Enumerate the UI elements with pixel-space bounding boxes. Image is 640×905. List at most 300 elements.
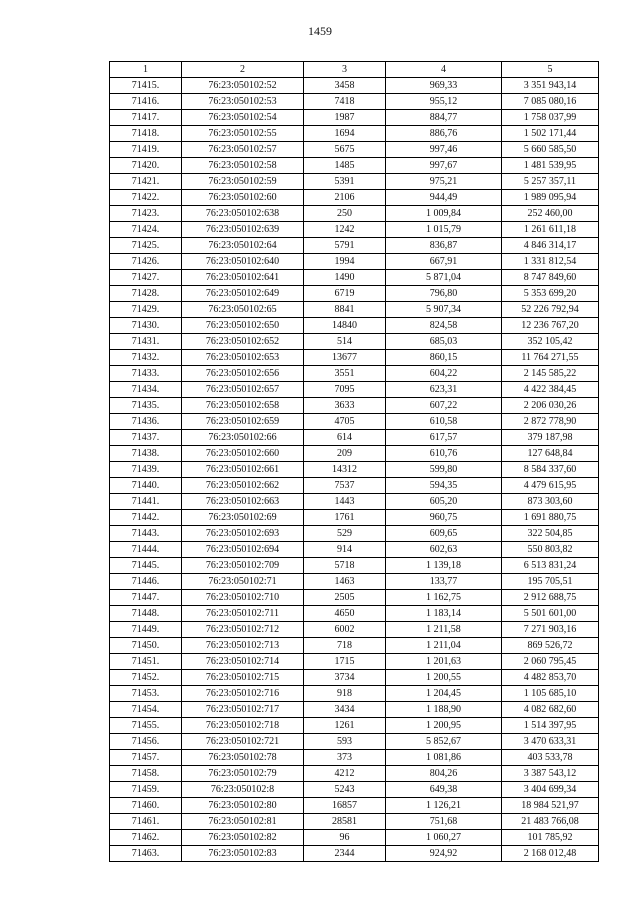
- cadastral-number-cell: 76:23:050102:653: [182, 350, 304, 366]
- price-cell: 824,58: [386, 318, 502, 334]
- area-cell: 5675: [304, 142, 386, 158]
- area-cell: 2344: [304, 846, 386, 862]
- row-number-cell: 71441.: [110, 494, 182, 510]
- cadastral-number-cell: 76:23:050102:54: [182, 110, 304, 126]
- value-cell: 4 082 682,60: [502, 702, 599, 718]
- area-cell: 250: [304, 206, 386, 222]
- cadastral-number-cell: 76:23:050102:57: [182, 142, 304, 158]
- row-number-cell: 71425.: [110, 238, 182, 254]
- table-row: [110, 798, 599, 814]
- price-cell: 617,57: [386, 430, 502, 446]
- row-number-cell: 71447.: [110, 590, 182, 606]
- price-cell: 605,20: [386, 494, 502, 510]
- price-cell: 975,21: [386, 174, 502, 190]
- table-row: [110, 750, 599, 766]
- table-body: [110, 78, 599, 862]
- area-cell: 2505: [304, 590, 386, 606]
- value-cell: 5 257 357,11: [502, 174, 599, 190]
- table-row: [110, 334, 599, 350]
- table-row: [110, 478, 599, 494]
- row-number-cell: 71450.: [110, 638, 182, 654]
- table-row: [110, 574, 599, 590]
- cadastral-number-cell: 76:23:050102:711: [182, 606, 304, 622]
- row-number-cell: 71456.: [110, 734, 182, 750]
- price-cell: 667,91: [386, 254, 502, 270]
- price-cell: 1 201,63: [386, 654, 502, 670]
- cadastral-number-cell: 76:23:050102:709: [182, 558, 304, 574]
- price-cell: 5 907,34: [386, 302, 502, 318]
- row-number-cell: 71432.: [110, 350, 182, 366]
- cadastral-number-cell: 76:23:050102:661: [182, 462, 304, 478]
- area-cell: 14840: [304, 318, 386, 334]
- price-cell: 594,35: [386, 478, 502, 494]
- value-cell: 550 803,82: [502, 542, 599, 558]
- cadastral-number-cell: 76:23:050102:721: [182, 734, 304, 750]
- area-cell: 718: [304, 638, 386, 654]
- cadastral-number-cell: 76:23:050102:649: [182, 286, 304, 302]
- area-cell: 4705: [304, 414, 386, 430]
- price-cell: 1 162,75: [386, 590, 502, 606]
- price-cell: 884,77: [386, 110, 502, 126]
- row-number-cell: 71423.: [110, 206, 182, 222]
- value-cell: 3 470 633,31: [502, 734, 599, 750]
- cadastral-number-cell: 76:23:050102:55: [182, 126, 304, 142]
- value-cell: 21 483 766,08: [502, 814, 599, 830]
- cadastral-number-cell: 76:23:050102:712: [182, 622, 304, 638]
- row-number-cell: 71448.: [110, 606, 182, 622]
- price-cell: 607,22: [386, 398, 502, 414]
- price-cell: 997,67: [386, 158, 502, 174]
- area-cell: 5391: [304, 174, 386, 190]
- value-cell: 3 351 943,14: [502, 78, 599, 94]
- cadastral-number-cell: 76:23:050102:639: [182, 222, 304, 238]
- value-cell: 252 460,00: [502, 206, 599, 222]
- value-cell: 12 236 767,20: [502, 318, 599, 334]
- area-cell: 3633: [304, 398, 386, 414]
- table-row: [110, 366, 599, 382]
- area-cell: 1463: [304, 574, 386, 590]
- row-number-cell: 71444.: [110, 542, 182, 558]
- cadastral-number-cell: 76:23:050102:713: [182, 638, 304, 654]
- row-number-cell: 71454.: [110, 702, 182, 718]
- cadastral-number-cell: 76:23:050102:714: [182, 654, 304, 670]
- table-row: [110, 734, 599, 750]
- value-cell: 322 504,85: [502, 526, 599, 542]
- price-cell: 860,15: [386, 350, 502, 366]
- price-cell: 1 200,55: [386, 670, 502, 686]
- table-row: [110, 126, 599, 142]
- area-cell: 1715: [304, 654, 386, 670]
- price-cell: 969,33: [386, 78, 502, 94]
- table-row: [110, 830, 599, 846]
- row-number-cell: 71421.: [110, 174, 182, 190]
- value-cell: 101 785,92: [502, 830, 599, 846]
- value-cell: 379 187,98: [502, 430, 599, 446]
- area-cell: 6719: [304, 286, 386, 302]
- price-cell: 1 060,27: [386, 830, 502, 846]
- area-cell: 4212: [304, 766, 386, 782]
- row-number-cell: 71418.: [110, 126, 182, 142]
- price-cell: 1 015,79: [386, 222, 502, 238]
- cadastral-number-cell: 76:23:050102:718: [182, 718, 304, 734]
- row-number-cell: 71416.: [110, 94, 182, 110]
- table-row: [110, 510, 599, 526]
- area-cell: 1242: [304, 222, 386, 238]
- table-row: [110, 446, 599, 462]
- cadastral-number-cell: 76:23:050102:716: [182, 686, 304, 702]
- price-cell: 5 852,67: [386, 734, 502, 750]
- table-row: [110, 766, 599, 782]
- price-cell: 1 204,45: [386, 686, 502, 702]
- row-number-cell: 71436.: [110, 414, 182, 430]
- cadastral-number-cell: 76:23:050102:659: [182, 414, 304, 430]
- table-row: [110, 494, 599, 510]
- table-row: [110, 382, 599, 398]
- table-row: [110, 526, 599, 542]
- table-row: [110, 270, 599, 286]
- cadastral-number-cell: 76:23:050102:69: [182, 510, 304, 526]
- cadastral-number-cell: 76:23:050102:65: [182, 302, 304, 318]
- price-cell: 1 200,95: [386, 718, 502, 734]
- row-number-cell: 71442.: [110, 510, 182, 526]
- row-number-cell: 71435.: [110, 398, 182, 414]
- table-row: [110, 542, 599, 558]
- cadastral-number-cell: 76:23:050102:66: [182, 430, 304, 446]
- table-row: [110, 78, 599, 94]
- price-cell: 685,03: [386, 334, 502, 350]
- table-header: [110, 62, 599, 78]
- area-cell: 1994: [304, 254, 386, 270]
- row-number-cell: 71462.: [110, 830, 182, 846]
- table-row: [110, 414, 599, 430]
- area-cell: 5243: [304, 782, 386, 798]
- cadastral-number-cell: 76:23:050102:660: [182, 446, 304, 462]
- price-cell: 924,92: [386, 846, 502, 862]
- table-row: [110, 558, 599, 574]
- area-cell: 4650: [304, 606, 386, 622]
- value-cell: 1 691 880,75: [502, 510, 599, 526]
- area-cell: 614: [304, 430, 386, 446]
- price-cell: 609,65: [386, 526, 502, 542]
- cadastral-number-cell: 76:23:050102:715: [182, 670, 304, 686]
- price-cell: 5 871,04: [386, 270, 502, 286]
- area-cell: 5791: [304, 238, 386, 254]
- value-cell: 8 584 337,60: [502, 462, 599, 478]
- price-cell: 133,77: [386, 574, 502, 590]
- row-number-cell: 71417.: [110, 110, 182, 126]
- value-cell: 18 984 521,97: [502, 798, 599, 814]
- area-cell: 3458: [304, 78, 386, 94]
- price-cell: 1 211,04: [386, 638, 502, 654]
- cadastral-number-cell: 76:23:050102:80: [182, 798, 304, 814]
- price-cell: 1 081,86: [386, 750, 502, 766]
- value-cell: 1 481 539,95: [502, 158, 599, 174]
- area-cell: 28581: [304, 814, 386, 830]
- page-number: 1459: [308, 24, 332, 38]
- area-cell: 3551: [304, 366, 386, 382]
- price-cell: 1 188,90: [386, 702, 502, 718]
- value-cell: 4 482 853,70: [502, 670, 599, 686]
- area-cell: 914: [304, 542, 386, 558]
- cadastral-number-cell: 76:23:050102:60: [182, 190, 304, 206]
- value-cell: 1 105 685,10: [502, 686, 599, 702]
- row-number-cell: 71431.: [110, 334, 182, 350]
- row-number-cell: 71453.: [110, 686, 182, 702]
- price-cell: 604,22: [386, 366, 502, 382]
- value-cell: 7 085 080,16: [502, 94, 599, 110]
- area-cell: 16857: [304, 798, 386, 814]
- price-cell: 955,12: [386, 94, 502, 110]
- cadastral-number-cell: 76:23:050102:8: [182, 782, 304, 798]
- area-cell: 1987: [304, 110, 386, 126]
- cadastral-number-cell: 76:23:050102:78: [182, 750, 304, 766]
- cadastral-number-cell: 76:23:050102:64: [182, 238, 304, 254]
- value-cell: 873 303,60: [502, 494, 599, 510]
- table-row: [110, 782, 599, 798]
- price-cell: 1 211,58: [386, 622, 502, 638]
- price-cell: 1 183,14: [386, 606, 502, 622]
- area-cell: 13677: [304, 350, 386, 366]
- value-cell: 2 145 585,22: [502, 366, 599, 382]
- row-number-cell: 71434.: [110, 382, 182, 398]
- value-cell: 7 271 903,16: [502, 622, 599, 638]
- data-table: [109, 61, 599, 862]
- table-row: [110, 846, 599, 862]
- value-cell: 5 353 699,20: [502, 286, 599, 302]
- price-cell: 886,76: [386, 126, 502, 142]
- table-row: [110, 718, 599, 734]
- price-cell: 804,26: [386, 766, 502, 782]
- value-cell: 1 331 812,54: [502, 254, 599, 270]
- row-number-cell: 71440.: [110, 478, 182, 494]
- value-cell: 403 533,78: [502, 750, 599, 766]
- table-row: [110, 190, 599, 206]
- value-cell: 869 526,72: [502, 638, 599, 654]
- area-cell: 14312: [304, 462, 386, 478]
- price-cell: 960,75: [386, 510, 502, 526]
- cadastral-number-cell: 76:23:050102:663: [182, 494, 304, 510]
- cadastral-number-cell: 76:23:050102:652: [182, 334, 304, 350]
- table-row: [110, 254, 599, 270]
- area-cell: 5718: [304, 558, 386, 574]
- row-number-cell: 71460.: [110, 798, 182, 814]
- table-row: [110, 430, 599, 446]
- area-cell: 7418: [304, 94, 386, 110]
- value-cell: 3 404 699,34: [502, 782, 599, 798]
- column-header: 4: [386, 62, 502, 78]
- area-cell: 593: [304, 734, 386, 750]
- cadastral-number-cell: 76:23:050102:662: [182, 478, 304, 494]
- price-cell: 623,31: [386, 382, 502, 398]
- cadastral-number-cell: 76:23:050102:638: [182, 206, 304, 222]
- value-cell: 4 479 615,95: [502, 478, 599, 494]
- value-cell: 2 060 795,45: [502, 654, 599, 670]
- price-cell: 1 139,18: [386, 558, 502, 574]
- value-cell: 1 989 095,94: [502, 190, 599, 206]
- value-cell: 1 502 171,44: [502, 126, 599, 142]
- price-cell: 602,63: [386, 542, 502, 558]
- row-number-cell: 71446.: [110, 574, 182, 590]
- value-cell: 8 747 849,60: [502, 270, 599, 286]
- price-cell: 1 126,21: [386, 798, 502, 814]
- table-row: [110, 206, 599, 222]
- price-cell: 610,76: [386, 446, 502, 462]
- area-cell: 1490: [304, 270, 386, 286]
- area-cell: 1261: [304, 718, 386, 734]
- value-cell: 195 705,51: [502, 574, 599, 590]
- price-cell: 1 009,84: [386, 206, 502, 222]
- price-cell: 836,87: [386, 238, 502, 254]
- row-number-cell: 71449.: [110, 622, 182, 638]
- row-number-cell: 71430.: [110, 318, 182, 334]
- table-row: [110, 158, 599, 174]
- table-row: [110, 814, 599, 830]
- area-cell: 1443: [304, 494, 386, 510]
- value-cell: 5 501 601,00: [502, 606, 599, 622]
- value-cell: 1 758 037,99: [502, 110, 599, 126]
- table-row: [110, 638, 599, 654]
- area-cell: 209: [304, 446, 386, 462]
- cadastral-number-cell: 76:23:050102:58: [182, 158, 304, 174]
- cadastral-number-cell: 76:23:050102:658: [182, 398, 304, 414]
- cadastral-number-cell: 76:23:050102:694: [182, 542, 304, 558]
- row-number-cell: 71457.: [110, 750, 182, 766]
- value-cell: 5 660 585,50: [502, 142, 599, 158]
- cadastral-number-cell: 76:23:050102:717: [182, 702, 304, 718]
- area-cell: 96: [304, 830, 386, 846]
- price-cell: 610,58: [386, 414, 502, 430]
- column-header: 2: [182, 62, 304, 78]
- value-cell: 2 912 688,75: [502, 590, 599, 606]
- value-cell: 1 261 611,18: [502, 222, 599, 238]
- area-cell: 529: [304, 526, 386, 542]
- cadastral-number-cell: 76:23:050102:83: [182, 846, 304, 862]
- area-cell: 3434: [304, 702, 386, 718]
- row-number-cell: 71458.: [110, 766, 182, 782]
- row-number-cell: 71415.: [110, 78, 182, 94]
- value-cell: 2 872 778,90: [502, 414, 599, 430]
- row-number-cell: 71452.: [110, 670, 182, 686]
- table-row: [110, 590, 599, 606]
- table-row: [110, 174, 599, 190]
- table-row: [110, 702, 599, 718]
- table-row: [110, 110, 599, 126]
- table-row: [110, 318, 599, 334]
- column-header: 5: [502, 62, 599, 78]
- area-cell: 6002: [304, 622, 386, 638]
- area-cell: 373: [304, 750, 386, 766]
- value-cell: 2 168 012,48: [502, 846, 599, 862]
- price-cell: 649,38: [386, 782, 502, 798]
- table-row: [110, 654, 599, 670]
- area-cell: 1694: [304, 126, 386, 142]
- area-cell: 1761: [304, 510, 386, 526]
- row-number-cell: 71461.: [110, 814, 182, 830]
- cadastral-number-cell: 76:23:050102:641: [182, 270, 304, 286]
- area-cell: 7095: [304, 382, 386, 398]
- row-number-cell: 71463.: [110, 846, 182, 862]
- cadastral-number-cell: 76:23:050102:79: [182, 766, 304, 782]
- cadastral-number-cell: 76:23:050102:81: [182, 814, 304, 830]
- table-row: [110, 686, 599, 702]
- row-number-cell: 71433.: [110, 366, 182, 382]
- row-number-cell: 71420.: [110, 158, 182, 174]
- area-cell: 1485: [304, 158, 386, 174]
- value-cell: 127 648,84: [502, 446, 599, 462]
- price-cell: 751,68: [386, 814, 502, 830]
- row-number-cell: 71426.: [110, 254, 182, 270]
- table-row: [110, 350, 599, 366]
- row-number-cell: 71419.: [110, 142, 182, 158]
- row-number-cell: 71427.: [110, 270, 182, 286]
- area-cell: 2106: [304, 190, 386, 206]
- value-cell: 3 387 543,12: [502, 766, 599, 782]
- row-number-cell: 71429.: [110, 302, 182, 318]
- cadastral-number-cell: 76:23:050102:650: [182, 318, 304, 334]
- column-header: 1: [110, 62, 182, 78]
- cadastral-number-cell: 76:23:050102:640: [182, 254, 304, 270]
- row-number-cell: 71428.: [110, 286, 182, 302]
- cadastral-number-cell: 76:23:050102:59: [182, 174, 304, 190]
- cadastral-number-cell: 76:23:050102:52: [182, 78, 304, 94]
- value-cell: 52 226 792,94: [502, 302, 599, 318]
- row-number-cell: 71459.: [110, 782, 182, 798]
- column-header: 3: [304, 62, 386, 78]
- row-number-cell: 71438.: [110, 446, 182, 462]
- table-row: [110, 606, 599, 622]
- table-row: [110, 670, 599, 686]
- value-cell: 6 513 831,24: [502, 558, 599, 574]
- value-cell: 4 422 384,45: [502, 382, 599, 398]
- cadastral-number-cell: 76:23:050102:82: [182, 830, 304, 846]
- cadastral-number-cell: 76:23:050102:657: [182, 382, 304, 398]
- row-number-cell: 71439.: [110, 462, 182, 478]
- price-cell: 599,80: [386, 462, 502, 478]
- area-cell: 514: [304, 334, 386, 350]
- table-row: [110, 238, 599, 254]
- cadastral-number-cell: 76:23:050102:71: [182, 574, 304, 590]
- table-row: [110, 302, 599, 318]
- table-row: [110, 94, 599, 110]
- area-cell: 7537: [304, 478, 386, 494]
- row-number-cell: 71455.: [110, 718, 182, 734]
- value-cell: 2 206 030,26: [502, 398, 599, 414]
- cadastral-number-cell: 76:23:050102:53: [182, 94, 304, 110]
- table-row: [110, 142, 599, 158]
- cadastral-number-cell: 76:23:050102:693: [182, 526, 304, 542]
- value-cell: 352 105,42: [502, 334, 599, 350]
- table-row: [110, 462, 599, 478]
- row-number-cell: 71451.: [110, 654, 182, 670]
- table-row: [110, 622, 599, 638]
- cadastral-number-cell: 76:23:050102:656: [182, 366, 304, 382]
- row-number-cell: 71422.: [110, 190, 182, 206]
- value-cell: 11 764 271,55: [502, 350, 599, 366]
- price-cell: 796,80: [386, 286, 502, 302]
- table-row: [110, 222, 599, 238]
- row-number-cell: 71424.: [110, 222, 182, 238]
- area-cell: 918: [304, 686, 386, 702]
- area-cell: 3734: [304, 670, 386, 686]
- table-row: [110, 286, 599, 302]
- row-number-cell: 71445.: [110, 558, 182, 574]
- header-row: [110, 62, 599, 78]
- value-cell: 4 846 314,17: [502, 238, 599, 254]
- cadastral-number-cell: 76:23:050102:710: [182, 590, 304, 606]
- value-cell: 1 514 397,95: [502, 718, 599, 734]
- price-cell: 944,49: [386, 190, 502, 206]
- row-number-cell: 71443.: [110, 526, 182, 542]
